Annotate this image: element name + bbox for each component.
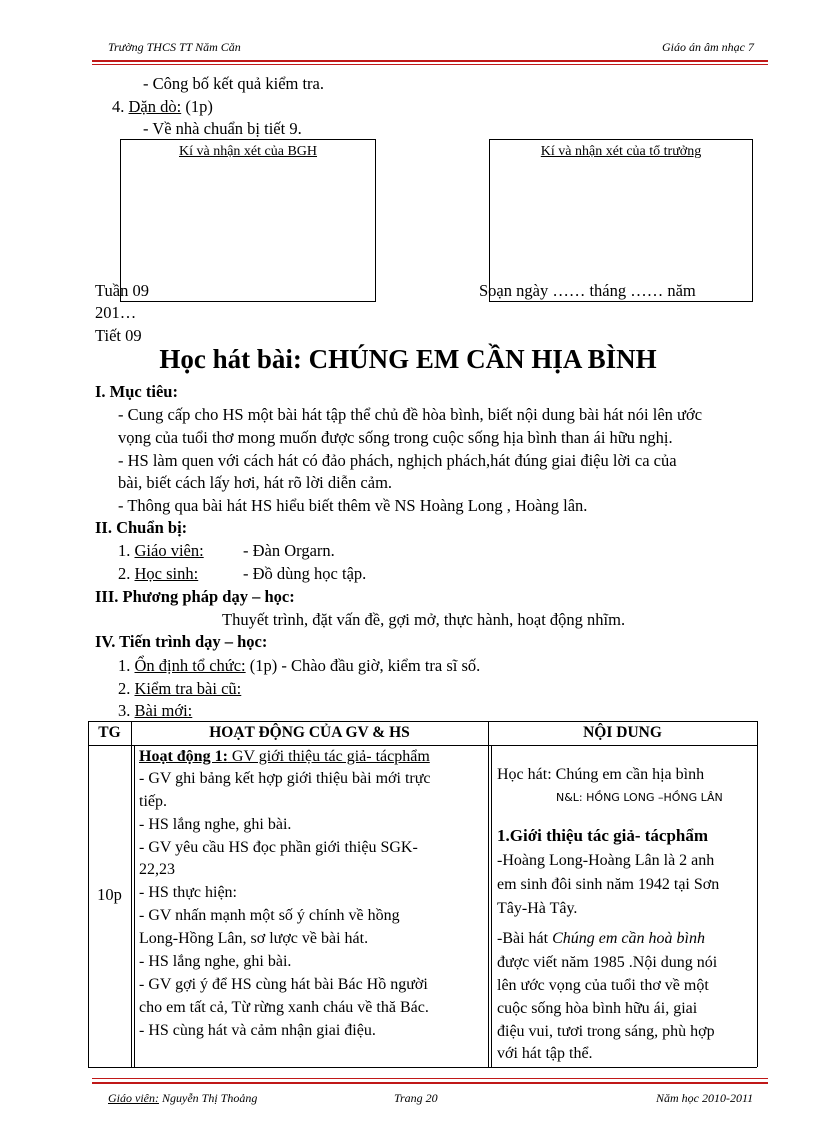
content-song-title: Chúng em cần hoà bình: [552, 930, 705, 947]
activity-line-11: cho em tất cả, Từ rừng xanh cháu về thă Bác.: [139, 999, 429, 1016]
table-header-border: [88, 745, 757, 746]
table-bottom-border: [88, 1067, 757, 1068]
footer-teacher-label: Giáo viên:: [108, 1091, 159, 1105]
prep-teacher-label: Giáo viên:: [134, 541, 204, 560]
prep-student-label: Học sinh:: [134, 564, 199, 583]
goals-line-5: - Thông qua bài hát HS hiểu biết thêm về NS Hoàng Long , Hoàng lân.: [118, 496, 588, 515]
content-song-line-4: điệu vui, tươi trong sáng, phù hợp: [497, 1023, 715, 1040]
week-label: Tuần 09: [95, 281, 149, 300]
process-item-2-num: 2.: [118, 679, 131, 698]
activity-title-bold: Hoạt động 1:: [139, 748, 228, 765]
prep-teacher: [118, 541, 204, 561]
process-item-1-text: (1p) - Chào đầu giờ, kiểm tra sĩ số.: [245, 656, 481, 675]
activity-line-12: - HS cùng hát và cảm nhận giai điệu.: [139, 1022, 376, 1039]
homework-text: - Về nhà chuẩn bị tiết 9.: [143, 119, 302, 138]
content-song-line-1: được viết năm 1985 .Nội dung nói: [497, 954, 718, 971]
table-col2-border: [488, 721, 489, 1067]
content-bio-2: em sinh đôi sinh năm 1942 tại Sơn: [497, 876, 720, 893]
activity-title: [139, 748, 430, 766]
footer-teacher-name: Nguyễn Thị Thoảng: [158, 1091, 258, 1105]
table-col1-border: [131, 721, 132, 1067]
signature-box-bgh-title: Kí và nhận xét của BGH: [178, 144, 318, 159]
prep-teacher-num: 1.: [118, 541, 131, 560]
content-heading: 1.Giới thiệu tác giả- tácphẩm: [497, 826, 709, 845]
process-item-3-label: Bài mới:: [134, 701, 193, 720]
activity-line-9: - HS lắng nghe, ghi bài.: [139, 953, 292, 970]
prep-student-text: - Đồ dùng học tập.: [243, 564, 367, 583]
period-label: Tiết 09: [95, 326, 142, 345]
content-song-line-3: cuộc sống hòa bình hữu ái, giai: [497, 1000, 698, 1017]
activity-title-rest: GV giới thiệu tác giả- tácphẩm: [227, 748, 430, 765]
process-heading: IV. Tiến trình dạy – học:: [95, 632, 268, 651]
goals-heading: I. Mục tiêu:: [95, 382, 178, 401]
process-item-2: [118, 679, 241, 699]
header-subject: Giáo án âm nhạc 7: [662, 40, 754, 54]
process-item-1: [118, 656, 480, 676]
process-item-2-label: Kiểm tra bài cũ:: [134, 679, 242, 698]
method-heading: III. Phương pháp dạy – học:: [95, 587, 295, 606]
table-header-content: NỘI DUNG: [583, 724, 662, 741]
goals-line-2: vọng của tuổi thơ mong muốn được sống trong cuộc sống hịa bình than ái hữu nghị.: [118, 428, 673, 447]
content-song-line-2: lên ước vọng của tuổi thơ về một: [497, 977, 709, 994]
goals-line-3: - HS làm quen với cách hát có đảo phách, nghịch phách,hát đúng giai điệu lời ca của: [118, 451, 677, 470]
content-song-line-5: với hát tập thể.: [497, 1045, 593, 1062]
goals-line-4: bài, biết cách lấy hơi, hát rõ lời diễn cảm.: [118, 473, 393, 492]
announce-line: - Công bố kết quả kiểm tra.: [143, 74, 325, 93]
activity-line-6: - HS thực hiện:: [139, 884, 237, 901]
table-header-tg: TG: [98, 724, 121, 741]
activity-line-10: - GV gợi ý để HS cùng hát bài Bác Hồ người: [139, 976, 428, 993]
homework-num: 4.: [112, 97, 125, 116]
activity-line-3: - HS lắng nghe, ghi bài.: [139, 816, 292, 833]
prep-teacher-text: - Đàn Orgarn.: [243, 541, 335, 560]
process-item-3: [118, 701, 192, 721]
content-bio-1: -Hoàng Long-Hoàng Lân là 2 anh: [497, 852, 715, 869]
table-header-activity: HOẠT ĐỘNG CỦA GV & HS: [209, 724, 410, 741]
process-item-3-num: 3.: [118, 701, 131, 720]
header-rule: [92, 60, 768, 62]
footer-teacher: [108, 1091, 257, 1106]
header-rule-thin: [92, 64, 768, 65]
lesson-title: Học hát bài: CHÚNG EM CẦN HỊA BÌNH: [159, 344, 657, 374]
footer-rule: [92, 1082, 768, 1084]
header-school: Trường THCS TT Năm Căn: [108, 40, 241, 54]
activity-line-8: Long-Hồng Lân, sơ lược về bài hát.: [139, 930, 369, 947]
homework-label: Dặn dò:: [128, 97, 182, 116]
footer-page: Trang 20: [394, 1091, 438, 1105]
activity-line-4: - GV yêu cầu HS đọc phần giới thiệu SGK-: [139, 839, 418, 856]
prep-student-num: 2.: [118, 564, 131, 583]
prep-student: [118, 564, 198, 584]
homework-time: (1p): [185, 97, 213, 116]
footer-year: Năm học 2010-2011: [656, 1091, 754, 1105]
prep-heading: II. Chuẩn bị:: [95, 518, 188, 537]
goals-line-1: - Cung cấp cho HS một bài hát tập thể chủ đề hòa bình, biết nội dung bài hát nói lên ước: [118, 405, 703, 424]
signature-box-team-leader: [489, 139, 753, 302]
activity-line-2: tiếp.: [139, 793, 167, 810]
date-label: Soạn ngày …… tháng …… năm: [479, 281, 696, 300]
table-right-border: [757, 721, 758, 1067]
process-item-1-num: 1.: [118, 656, 131, 675]
method-text: Thuyết trình, đặt vấn đề, gợi mở, thực hành, hoạt động nhĩm.: [222, 610, 626, 629]
year-label: 201…: [95, 303, 137, 322]
homework-line: [112, 97, 213, 117]
signature-box-bgh: [120, 139, 376, 302]
content-song: Học hát: Chúng em cần hịa bình: [497, 766, 705, 783]
content-bio-3: Tây-Hà Tây.: [497, 900, 578, 917]
table-time: 10p: [97, 885, 122, 904]
table-col1-inner-border: [134, 745, 135, 1067]
signature-box-team-leader-title: Kí và nhận xét của tổ trưởng: [540, 144, 702, 159]
process-item-1-label: Ổn định tổ chức:: [134, 656, 246, 675]
activity-line-7: - GV nhấn mạnh một số ý chính về hồng: [139, 907, 400, 924]
table-top-border: [88, 721, 757, 722]
activity-line-1: - GV ghi bảng kết hợp giới thiệu bài mới trực: [139, 770, 431, 787]
content-song-prefix: -Bài hát: [497, 930, 553, 947]
activity-line-5: 22,23: [139, 861, 175, 878]
footer-rule-thin: [92, 1078, 768, 1079]
table-col2-inner-border: [491, 745, 492, 1067]
content-song-intro: [497, 930, 705, 948]
content-authors: N&L: HỒNG LONG –HỒNG LÂN: [556, 791, 723, 804]
